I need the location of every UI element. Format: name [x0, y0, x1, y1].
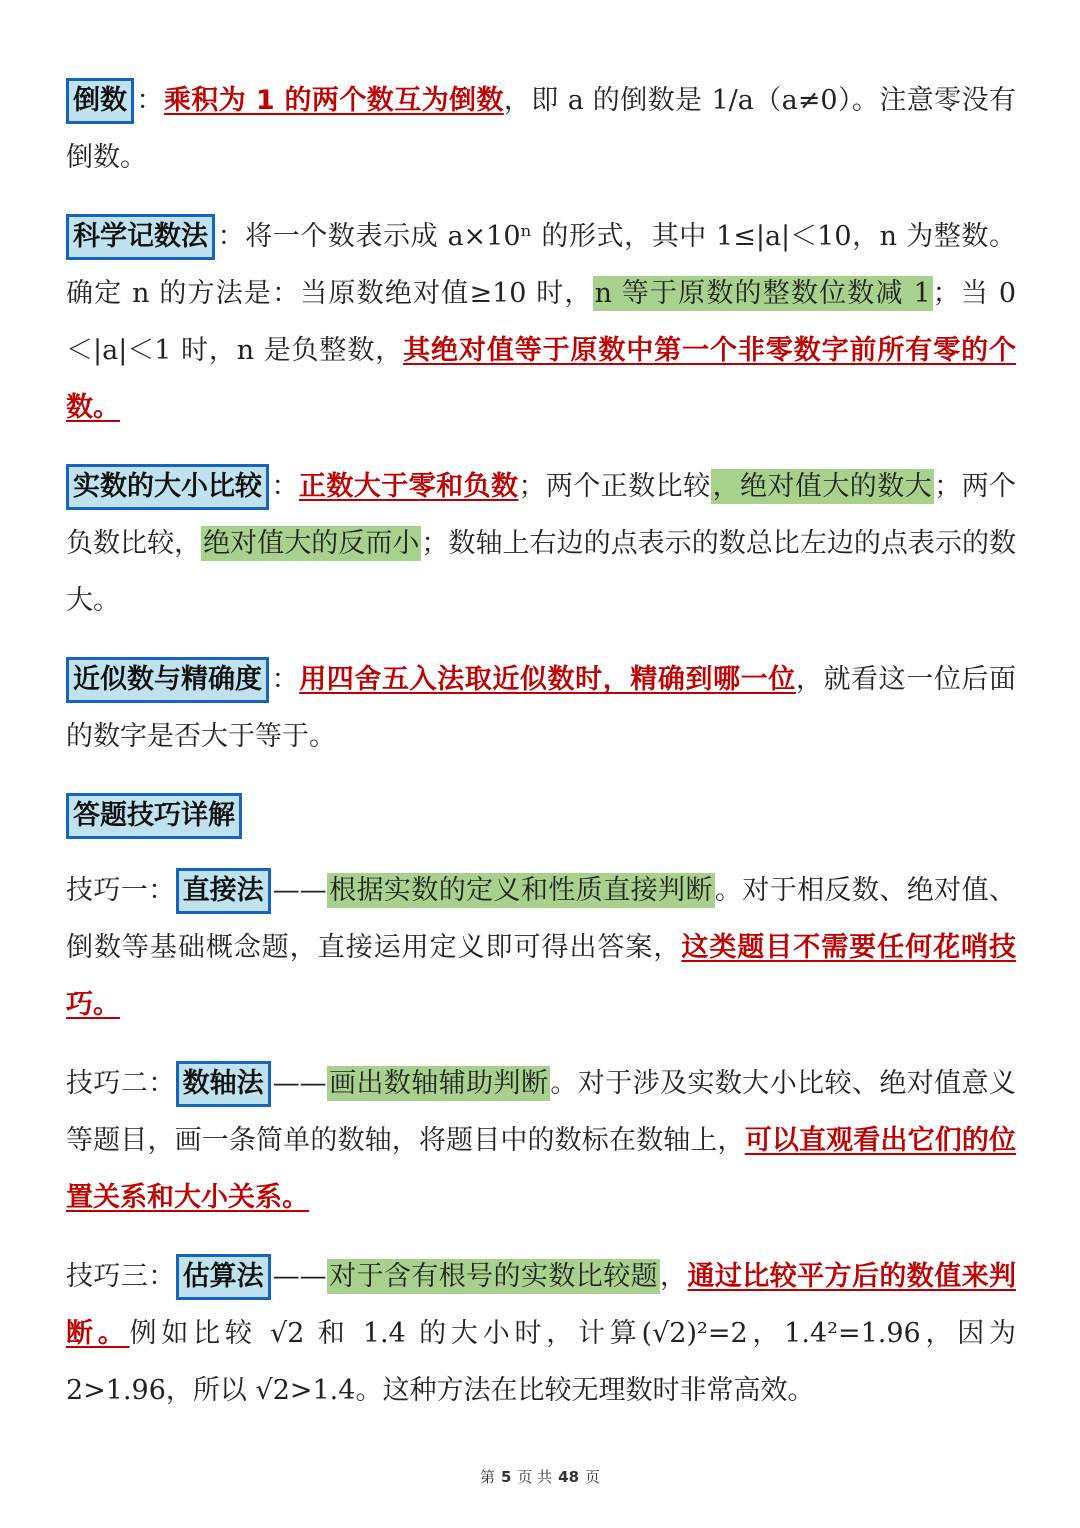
- dash: ——: [272, 875, 327, 906]
- tip-1-red-note: 这类题目不需要任何花哨技巧。: [66, 932, 1017, 1020]
- reciprocal-paragraph: [66, 72, 1016, 186]
- document-page: [66, 72, 1016, 1441]
- tip-1-label: 技巧一：: [66, 875, 176, 906]
- tips-heading: 答题技巧详解: [66, 793, 242, 839]
- comparison-text-3: ；数轴上右边的点表示的数总比左边的点表示的数大。: [66, 528, 1017, 616]
- scientific-highlight: n 等于原数的整数位数减 1: [594, 278, 931, 309]
- tip-1-highlight: 根据实数的定义和性质直接判断: [328, 875, 713, 906]
- scientific-text-2: ；当 0＜|a|＜1 时，n 是负整数，: [66, 278, 1016, 366]
- tip-3-highlight: 对于含有根号的实数比较题: [328, 1261, 659, 1292]
- separator: ：: [271, 664, 300, 695]
- comparison-highlight-1: ，绝对值大的数大: [712, 471, 933, 502]
- reciprocal-definition: 乘积为 1 的两个数互为倒数: [163, 85, 504, 116]
- comparison-text-1: ；两个正数比较: [518, 471, 711, 502]
- comparison-highlight-2: 绝对值大的反而小: [203, 528, 420, 559]
- approximation-text: ，就看这一位后面的数字是否大于等于。: [66, 664, 1017, 752]
- footer-prefix: 第: [479, 1468, 495, 1486]
- footer-middle: 页 共: [517, 1468, 553, 1486]
- comparison-text-2: ；两个负数比较，: [66, 471, 1017, 559]
- dash: ——: [272, 1261, 327, 1292]
- tip-1-text: 。对于相反数、绝对值、倒数等基础概念题，直接运用定义即可得出答案，: [66, 875, 1017, 963]
- separator: ：: [136, 85, 164, 116]
- tip-3-paragraph: [66, 1248, 1016, 1419]
- approximation-red-rule: 用四舍五入法取近似数时，精确到哪一位: [299, 664, 796, 695]
- tips-heading-paragraph: [66, 787, 1016, 844]
- page-footer: [0, 1466, 1080, 1487]
- tip-3-red-note: 通过比较平方后的数值来判断。: [66, 1261, 1017, 1349]
- scientific-notation-paragraph: [66, 208, 1016, 436]
- term-direct-method: 直接法: [176, 868, 271, 914]
- footer-page-number: 5: [500, 1468, 512, 1486]
- tip-1-paragraph: [66, 862, 1016, 1033]
- separator: ：: [271, 471, 299, 502]
- tip-2-highlight: 画出数轴辅助判断: [328, 1068, 549, 1099]
- comparison-red-rule: 正数大于零和负数: [298, 471, 519, 502]
- footer-total-pages: 48: [558, 1468, 580, 1486]
- tip-2-label: 技巧二：: [66, 1068, 176, 1099]
- tip-2-red-note: 可以直观看出它们的位置关系和大小关系。: [66, 1125, 1017, 1213]
- tip-2-paragraph: [66, 1055, 1016, 1226]
- dash: ——: [272, 1068, 327, 1099]
- approximation-paragraph: [66, 651, 1016, 765]
- term-reciprocal: 倒数: [66, 78, 134, 124]
- tip-3-text-1: ，: [660, 1261, 688, 1292]
- term-scientific-notation: 科学记数法: [66, 214, 215, 260]
- comparison-paragraph: [66, 458, 1016, 629]
- footer-suffix: 页: [585, 1468, 601, 1486]
- reciprocal-text: ，即 a 的倒数是 1/a（a≠0）。注意零没有倒数。: [66, 85, 1016, 173]
- tip-3-text-2: 例如比较 √2 和 1.4 的大小时，计算(√2)²=2，1.4²=1.96，因为 2>1.96，所以 √2>1.4。这种方法在比较无理数时非常高效。: [66, 1318, 1016, 1406]
- term-approximation: 近似数与精确度: [66, 657, 269, 703]
- tip-2-text: 。对于涉及实数大小比较、绝对值意义等题目，画一条简单的数轴，将题目中的数标在数轴上，: [66, 1068, 1017, 1156]
- term-number-line-method: 数轴法: [176, 1061, 271, 1107]
- scientific-text-1: ：将一个数表示成 a×10ⁿ 的形式，其中 1≤|a|＜10，n 为整数。确定 n 的方法是：当原数绝对值≥10 时，: [66, 221, 1016, 309]
- term-real-comparison: 实数的大小比较: [66, 464, 269, 510]
- scientific-red-note: 其绝对值等于原数中第一个非零数字前所有零的个数。: [66, 335, 1017, 423]
- term-estimation-method: 估算法: [176, 1254, 271, 1300]
- tip-3-label: 技巧三：: [66, 1261, 176, 1292]
